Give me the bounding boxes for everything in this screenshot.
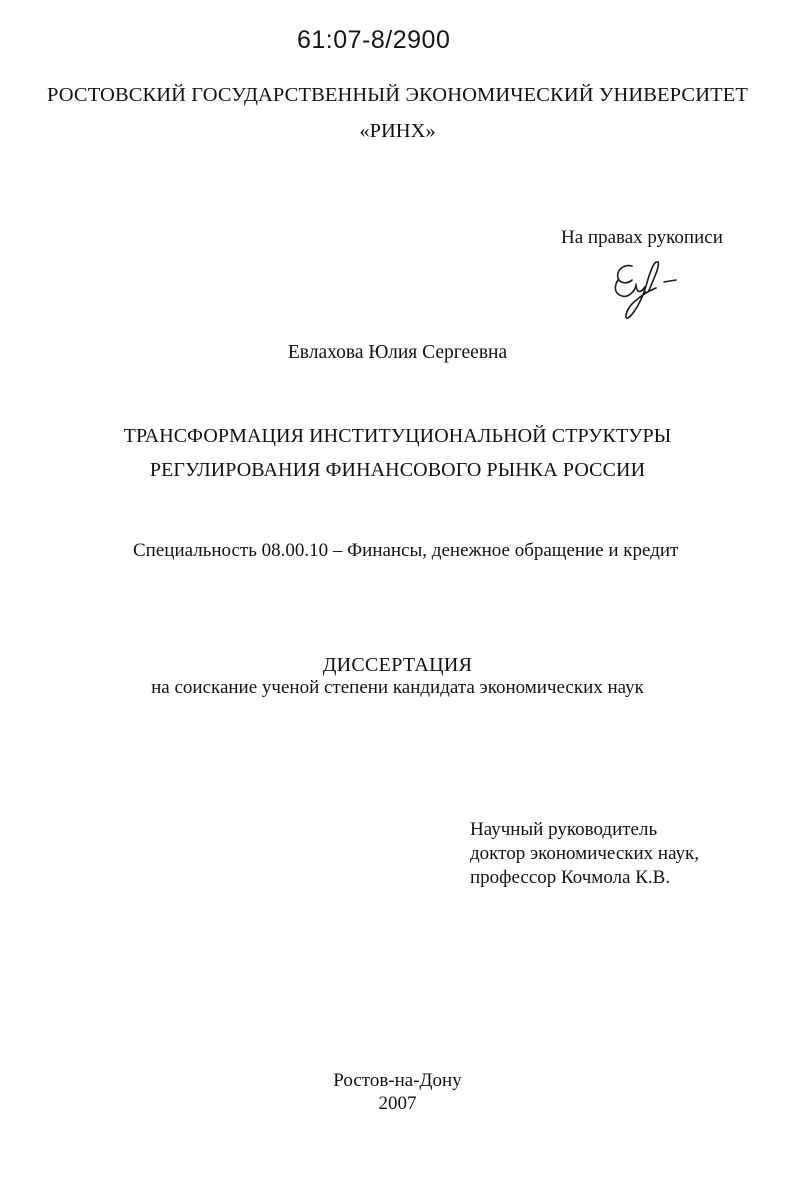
document-type: ДИССЕРТАЦИЯ bbox=[322, 654, 473, 676]
supervisor-role: Научный руководитель bbox=[470, 819, 658, 840]
supervisor-block bbox=[470, 818, 699, 890]
archive-stamp: 61:07-8/2900 bbox=[297, 26, 451, 54]
dissertation-title-line-2: РЕГУЛИРОВАНИЯ ФИНАНСОВОГО РЫНКА РОССИИ bbox=[149, 459, 646, 481]
dissertation-title-line-1: ТРАНСФОРМАЦИЯ ИНСТИТУЦИОНАЛЬНОЙ СТРУКТУРЫ bbox=[123, 425, 672, 447]
university-abbreviation: «РИНХ» bbox=[359, 120, 436, 142]
handwritten-signature bbox=[610, 256, 682, 322]
supervisor-degree: доктор экономических наук, bbox=[470, 843, 700, 864]
speciality: Специальность 08.00.10 – Финансы, денежное обращение и кредит bbox=[133, 540, 679, 561]
manuscript-rights-note: На правах рукописи bbox=[561, 227, 723, 248]
publication-year: 2007 bbox=[378, 1093, 417, 1114]
supervisor-name: профессор Кочмола К.В. bbox=[470, 867, 671, 888]
place-of-publication: Ростов-на-Дону bbox=[333, 1070, 462, 1091]
author-name: Евлахова Юлия Сергеевна bbox=[287, 342, 508, 363]
university-name: РОСТОВСКИЙ ГОСУДАРСТВЕННЫЙ ЭКОНОМИЧЕСКИЙ УНИВЕРСИТЕТ bbox=[47, 84, 748, 106]
degree-sought: на соискание ученой степени кандидата экономических наук bbox=[151, 677, 644, 698]
